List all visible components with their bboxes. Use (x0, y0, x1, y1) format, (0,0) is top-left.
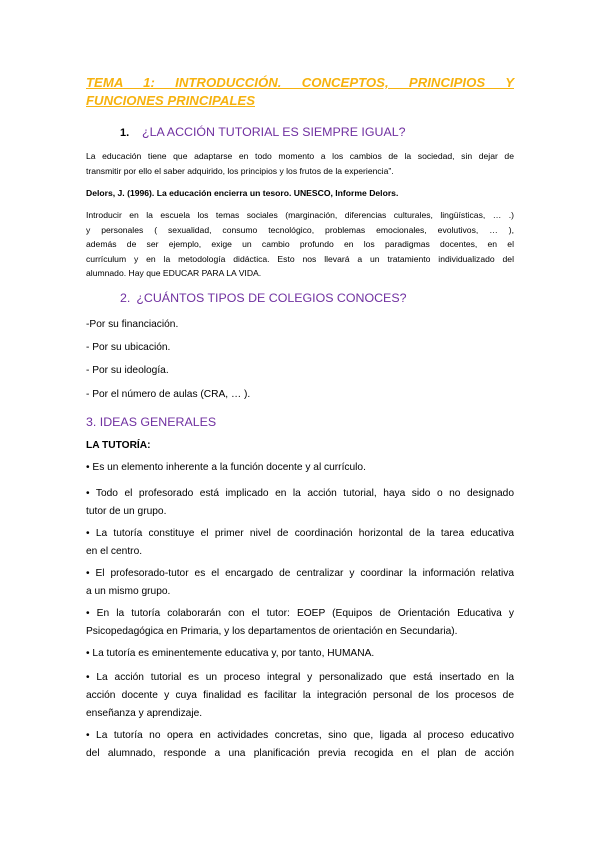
paragraph-line-3: además de ser ejemplo, exige un cambio profundo en los paradigmas docentes, en el (86, 239, 514, 250)
bullet-item: • Es un elemento inherente a la función docente y al currículo. (86, 462, 366, 473)
bullet-item: • En la tutoría colaborarán con el tutor: EOEP (Equipos de Orientación Educativa y Psicopedagógica en Primaria, y los departamentos de orientación en Secundaria). (86, 608, 514, 637)
paragraph-line-1: Introducir en la escuela los temas sociales (marginación, diferencias culturales, lingüísticas, … .) (86, 210, 514, 220)
document-title (86, 74, 514, 110)
list-item: - Por el número de aulas (CRA, … ). (86, 389, 251, 400)
bullet-item: • La tutoría es eminentemente educativa y, por tanto, HUMANA. (86, 648, 375, 659)
bullet-item: • La tutoría constituye el primer nivel de coordinación horizontal de la tarea educativa en el centro. (86, 528, 514, 557)
section-1-title: ¿LA ACCIÓN TUTORIAL ES SIEMPRE IGUAL? (142, 125, 406, 139)
document-title-line-2: FUNCIONES PRINCIPALES (86, 93, 256, 108)
paragraph-line-5: alumnado. Hay que EDUCAR PARA LA VIDA. (86, 268, 262, 279)
section-1-citation: Delors, J. (1996). La educación encierra un tesoro. UNESCO, Informe Delors. (86, 188, 399, 198)
document-title-line-1: TEMA 1: INTRODUCCIÓN. CONCEPTOS, PRINCIPIOS Y (86, 75, 514, 90)
list-item: - Por su ideología. (86, 365, 169, 376)
paragraph-line-2: y personales ( sexualidad, consumo tecnológico, problemas emocionales, evolutivos, … ), (86, 224, 514, 235)
list-item: -Por su financiación. (86, 319, 179, 330)
section-1-number: 1. (120, 127, 130, 139)
bullet-item: • La acción tutorial es un proceso integral y personalizado que está insertado en la acción docente y cuya finalidad es facilitar la integración personal de los procesos de enseñanza y aprendizaje. (86, 672, 514, 719)
section-2-number: 2. (120, 291, 131, 305)
bullet-item: • La tutoría no opera en actividades concretas, sino que, ligada al proceso educativo del alumnado, responde a una planificación previa recogida en el plan de acción (86, 730, 514, 759)
section-1-paragraph (86, 208, 514, 281)
bullet-item: • El profesorado-tutor es el encargado de centralizar y coordinar la información relativa a un mismo grupo. (86, 568, 514, 597)
section-2-title: ¿CUÁNTOS TIPOS DE COLEGIOS CONOCES? (136, 291, 407, 305)
section-1-heading (120, 124, 406, 141)
paragraph-line-4: currículum y en la metodología didáctica. Esto nos llevará a un tratamiento individualizado del (86, 253, 514, 264)
quote-line-1: La educación tiene que adaptarse en todo momento a los cambios de la sociedad, sin dejar de (86, 151, 514, 161)
quote-line-2: transmitir por ello el saber adquirido, los principios y los frutos de la experiencia”. (86, 165, 394, 176)
bullet-item: • Todo el profesorado está implicado en la acción tutorial, haya sido o no designado tutor de un grupo. (86, 488, 514, 517)
tutoria-label: LA TUTORÍA: (86, 440, 151, 451)
section-3-heading: 3. IDEAS GENERALES (86, 415, 217, 429)
section-2-heading (120, 290, 406, 306)
section-1-quote (86, 149, 514, 178)
list-item: - Por su ubicación. (86, 342, 171, 353)
